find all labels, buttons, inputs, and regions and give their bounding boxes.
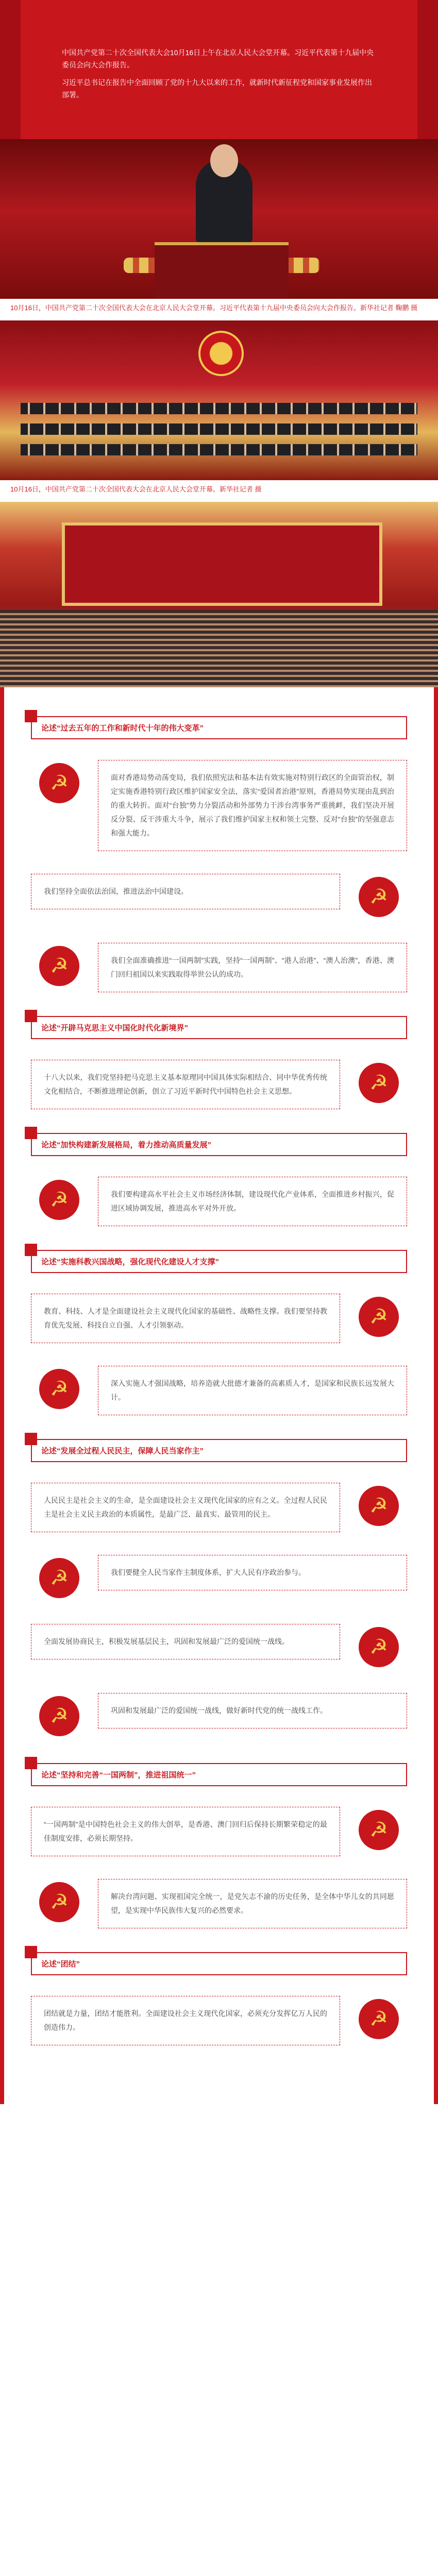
section-title: 论述“发展全过程人民民主，保障人民当家作主” xyxy=(41,1447,204,1455)
badge xyxy=(350,1483,407,1529)
paragraph-block xyxy=(31,874,407,920)
badge xyxy=(350,1294,407,1340)
section-title: 论述“团结” xyxy=(41,1960,80,1969)
heading-tag xyxy=(25,1244,37,1256)
party-emblem-icon: ☭ xyxy=(50,1891,69,1913)
footer-decoration xyxy=(0,2083,438,2104)
section-heading xyxy=(31,716,407,739)
paragraph-text: 我们坚持全面依法治国，推进法治中国建设。 xyxy=(31,874,340,909)
section-heading xyxy=(31,1016,407,1039)
section-title: 论述“实施科教兴国战略，强化现代化建设人才支撑” xyxy=(41,1258,220,1266)
intro-banner xyxy=(0,0,438,139)
paragraph-text: 巩固和发展最广泛的爱国统一战线，做好新时代党的统一战线工作。 xyxy=(98,1693,407,1728)
intro-decoration-right xyxy=(417,0,438,139)
heading-tag xyxy=(25,1127,37,1139)
party-emblem-icon: ☭ xyxy=(369,1819,388,1841)
paragraph-block xyxy=(31,1366,407,1415)
paragraph-text: 人民民主是社会主义的生命，是全面建设社会主义现代化国家的应有之义。全过程人民民主是社会主义民主政治的本质属性，是最广泛、最真实、最管用的民主。 xyxy=(31,1483,340,1532)
party-emblem-icon xyxy=(198,331,244,376)
rostrum-row xyxy=(21,403,417,414)
section-title: 论述“加快构建新发展格局，着力推动高质量发展” xyxy=(41,1141,212,1149)
paragraph-block xyxy=(31,1060,407,1109)
intro-paragraph: 习近平总书记在报告中全面回顾了党的十九大以来的工作，就新时代新征程党和国家事业发展作出部署。 xyxy=(62,78,372,99)
badge xyxy=(31,760,88,806)
audience-hall xyxy=(0,610,438,687)
paragraph-block xyxy=(31,1693,407,1739)
section-heading xyxy=(31,1763,407,1786)
badge xyxy=(350,874,407,920)
badge xyxy=(350,1807,407,1853)
badge xyxy=(31,1177,88,1223)
paragraph-block xyxy=(31,943,407,992)
section-heading xyxy=(31,1952,407,1975)
party-emblem-icon: ☭ xyxy=(369,886,388,908)
article-body xyxy=(0,687,438,2083)
party-emblem-icon: ☭ xyxy=(50,772,69,794)
paragraph-block xyxy=(31,1294,407,1343)
section-heading xyxy=(31,1250,407,1273)
party-emblem-icon: ☭ xyxy=(369,1495,388,1517)
paragraph-text: 解决台湾问题、实现祖国完全统一，是党矢志不渝的历史任务，是全体中华儿女的共同愿望，是实现中华民族伟大复兴的必然要求。 xyxy=(98,1879,407,1928)
badge xyxy=(350,1624,407,1670)
badge xyxy=(31,1879,88,1925)
paragraph-block xyxy=(31,1483,407,1532)
party-emblem-icon: ☭ xyxy=(369,1306,388,1328)
party-emblem-icon: ☭ xyxy=(369,1072,388,1094)
paragraph-text: 我们要构建高水平社会主义市场经济体制，建设现代化产业体系，全面推进乡村振兴，促进区域协调发展，推进高水平对外开放。 xyxy=(98,1177,407,1226)
intro-decoration-left xyxy=(0,0,21,139)
news-photo-hall xyxy=(0,502,438,687)
party-emblem-icon: ☭ xyxy=(50,955,69,977)
paragraph-text: 全面发展协商民主，积极发展基层民主，巩固和发展最广泛的爱国统一战线。 xyxy=(31,1624,340,1659)
photo-caption: 10月16日，中国共产党第二十次全国代表大会在北京人民大会堂开幕。习近平代表第十九届中央委员会向大会作报告。新华社记者 鞠鹏 摄 xyxy=(0,299,438,320)
section-heading xyxy=(31,1133,407,1156)
news-photo-speech xyxy=(0,139,438,299)
badge xyxy=(350,1996,407,2042)
paragraph-text: 面对香港局势动荡变局，我们依照宪法和基本法有效实施对特别行政区的全面管治权，制定实施香港特别行政区维护国家安全法，落实“爱国者治港”原则，香港局势实现由乱到治的重大转折。面对“台独”势力分裂活动和外部势力干涉台湾事务严重挑衅，我们坚决开展反分裂、反干涉重大斗争，展示了我们维护国家主权和领土完整、反对“台独”的坚强意志和强大能力。 xyxy=(98,760,407,851)
badge xyxy=(31,1693,88,1739)
party-emblem-icon: ☭ xyxy=(369,2008,388,2030)
rostrum-row xyxy=(21,444,417,455)
paragraph-block xyxy=(31,1807,407,1856)
paragraph-text: “一国两制”是中国特色社会主义的伟大创举，是香港、澳门回归后保持长期繁荣稳定的最佳制度安排，必须长期坚持。 xyxy=(31,1807,340,1856)
photo-caption: 10月16日，中国共产党第二十次全国代表大会在北京人民大会堂开幕。新华社记者 摄 xyxy=(0,480,438,502)
party-emblem-icon: ☭ xyxy=(50,1567,69,1589)
badge xyxy=(31,1366,88,1412)
heading-tag xyxy=(25,1757,37,1769)
section-title: 论述“坚持和完善“一国两制”，推进祖国统一” xyxy=(41,1771,196,1780)
party-emblem-icon: ☭ xyxy=(50,1378,69,1400)
paragraph-text: 教育、科技、人才是全面建设社会主义现代化国家的基础性、战略性支撑。我们要坚持教育优先发展、科技自立自强、人才引领驱动。 xyxy=(31,1294,340,1343)
podium xyxy=(155,242,289,299)
badge xyxy=(350,1060,407,1106)
paragraph-block xyxy=(31,1177,407,1226)
badge xyxy=(31,943,88,989)
paragraph-block xyxy=(31,760,407,851)
paragraph-block xyxy=(31,1555,407,1601)
paragraph-text: 十八大以来，我们党坚持把马克思主义基本原理同中国具体实际相结合、同中华优秀传统文化相结合，不断推进理论创新，创立了习近平新时代中国特色社会主义思想。 xyxy=(31,1060,340,1109)
badge xyxy=(31,1555,88,1601)
paragraph-text: 我们全面准确推进“一国两制”实践，坚持“一国两制”、“港人治港”、“澳人治澳”，香港、澳门回归祖国以来实践取得举世公认的成功。 xyxy=(98,943,407,992)
paragraph-block xyxy=(31,1624,407,1670)
speaker-figure xyxy=(196,160,252,242)
heading-tag xyxy=(25,710,37,722)
rostrum-row xyxy=(21,423,417,435)
stage xyxy=(62,522,382,606)
news-photo-rostrum xyxy=(0,320,438,480)
section-title: 论述“开辟马克思主义中国化时代化新境界” xyxy=(41,1024,189,1032)
party-emblem-icon: ☭ xyxy=(369,1636,388,1658)
heading-tag xyxy=(25,1433,37,1445)
party-emblem-icon: ☭ xyxy=(50,1705,69,1727)
heading-tag xyxy=(25,1010,37,1022)
party-emblem-icon: ☭ xyxy=(50,1189,69,1211)
paragraph-text: 团结就是力量，团结才能胜利。全面建设社会主义现代化国家，必须充分发挥亿万人民的创造伟力。 xyxy=(31,1996,340,2045)
intro-paragraph: 中国共产党第二十次全国代表大会10月16日上午在北京人民大会堂开幕。习近平代表第十九届中央委员会向大会作报告。 xyxy=(62,48,374,69)
paragraph-text: 我们要健全人民当家作主制度体系，扩大人民有序政治参与。 xyxy=(98,1555,407,1590)
section-title: 论述“过去五年的工作和新时代十年的伟大变革” xyxy=(41,724,204,733)
paragraph-block xyxy=(31,1996,407,2045)
paragraph-block xyxy=(31,1879,407,1928)
paragraph-text: 深入实施人才强国战略，培养造就大批德才兼备的高素质人才，是国家和民族长远发展大计。 xyxy=(98,1366,407,1415)
heading-tag xyxy=(25,1946,37,1958)
section-heading xyxy=(31,1439,407,1462)
